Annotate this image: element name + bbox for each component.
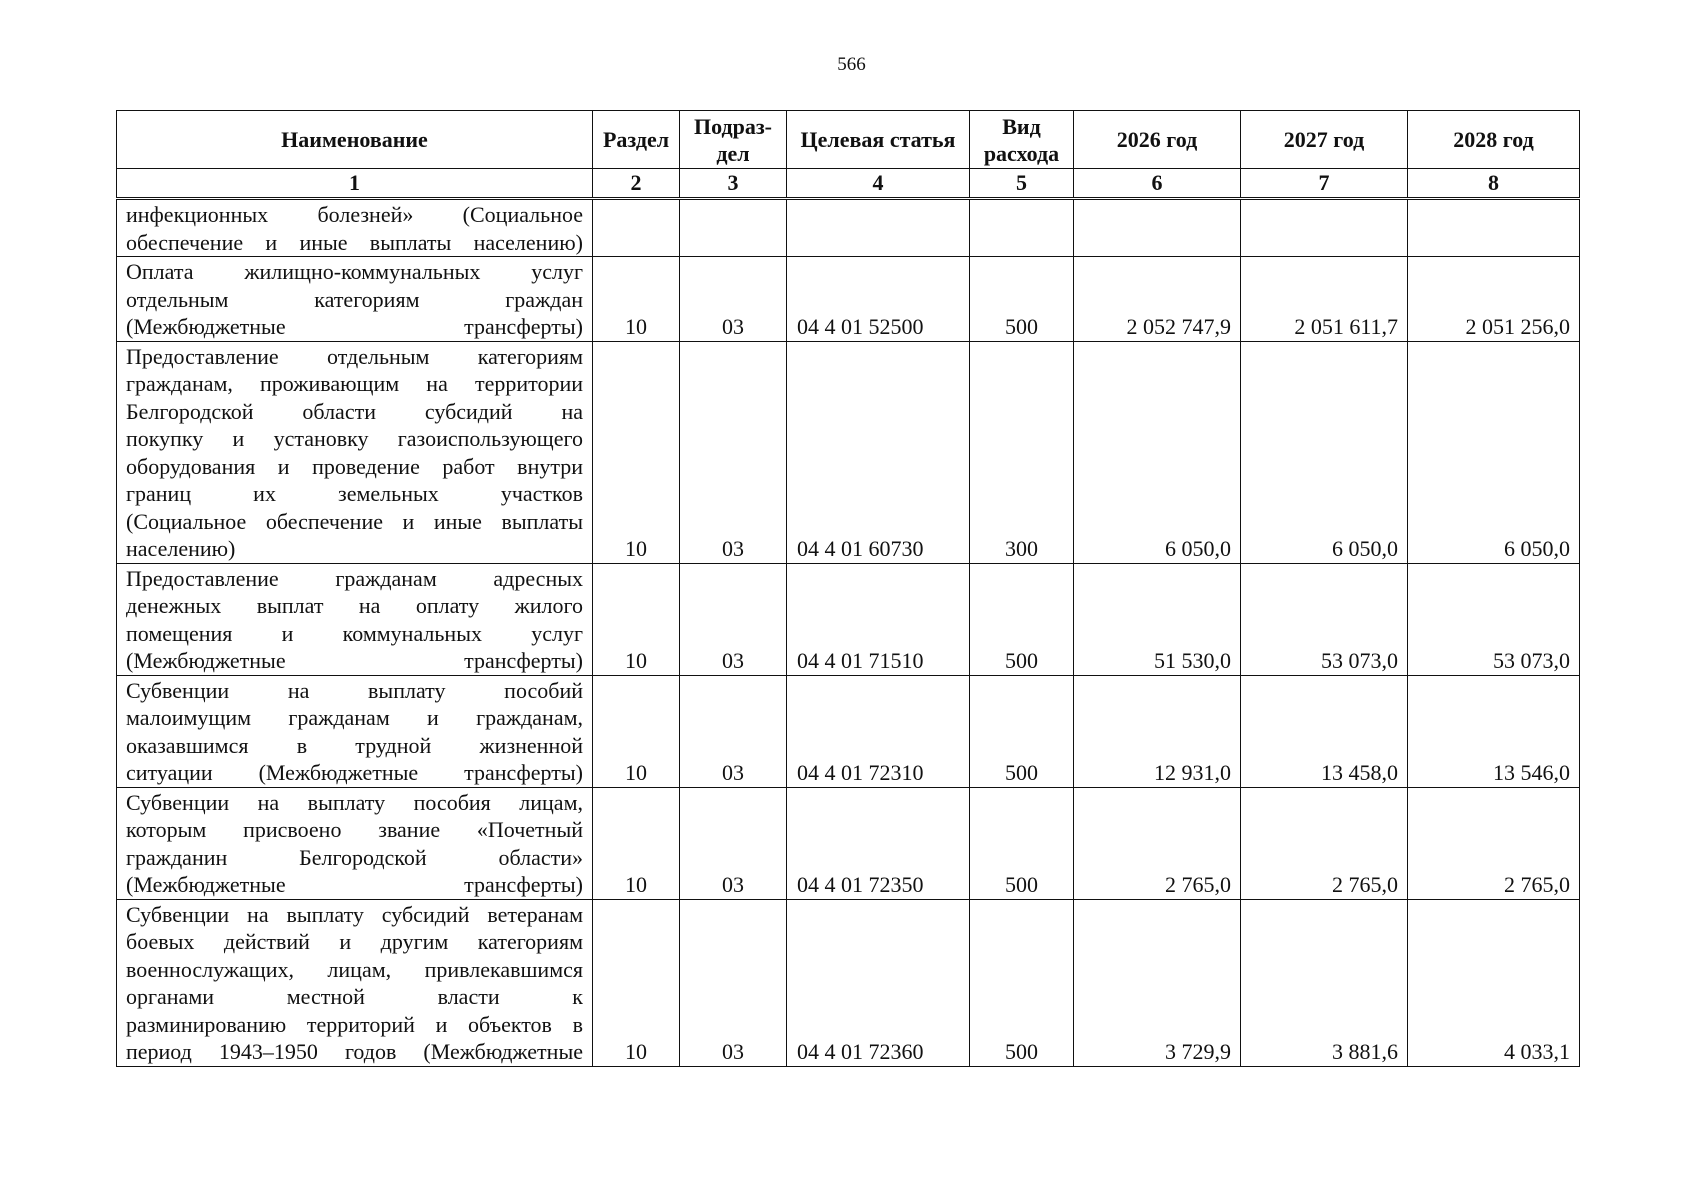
row-name-line: (Межбюджетные трансферты): [126, 872, 583, 897]
header-year-2028: 2028 год: [1408, 111, 1580, 169]
amount-2028-cell: 4 033,1: [1408, 899, 1580, 1066]
row-name-line: отдельным категориям граждан: [126, 286, 583, 312]
row-name-cell: [117, 199, 593, 257]
page-number: 566: [837, 54, 866, 75]
row-name-line: Белгородской области субсидий на: [126, 398, 583, 424]
row-name-line: Предоставление гражданам адресных: [126, 565, 583, 591]
table-row: [117, 675, 1580, 787]
section-cell: 10: [593, 257, 680, 342]
amount-2026-cell: 51 530,0: [1074, 563, 1241, 675]
amount-2028-cell: 2 051 256,0: [1408, 257, 1580, 342]
amount-2027-cell: 53 073,0: [1241, 563, 1408, 675]
row-name-line: оказавшимся в трудной жизненной: [126, 732, 583, 758]
column-number: 7: [1241, 169, 1408, 199]
row-name-line: обеспечение и иные выплаты населению): [126, 229, 583, 255]
target-article-cell: 04 4 01 60730: [787, 341, 970, 563]
row-name-line: период 1943–1950 годов (Межбюджетные: [126, 1039, 583, 1064]
section-cell: 10: [593, 563, 680, 675]
row-name-line: боевых действий и другим категориям: [126, 929, 583, 954]
subsection-cell: 03: [680, 257, 787, 342]
row-name-line: населению): [126, 536, 236, 561]
amount-2027-cell: 2 051 611,7: [1241, 257, 1408, 342]
section-cell: 10: [593, 899, 680, 1066]
row-name-line: военнослужащих, лицам, привлекавшимся: [126, 956, 583, 982]
row-name-line: (Социальное обеспечение и иные выплаты: [126, 508, 583, 534]
row-name-cell: [117, 563, 593, 675]
amount-2027-cell: 3 881,6: [1241, 899, 1408, 1066]
section-cell: 10: [593, 787, 680, 899]
amount-2027-cell: 6 050,0: [1241, 341, 1408, 563]
row-name-line: денежных выплат на оплату жилого: [126, 593, 583, 618]
row-name-line: органами местной власти к: [126, 984, 583, 1009]
expense-type-cell: 500: [970, 787, 1074, 899]
table-row: [117, 899, 1580, 1066]
amount-2026-cell: 6 050,0: [1074, 341, 1241, 563]
header-section: Раздел: [593, 111, 680, 169]
expense-type-cell: 500: [970, 675, 1074, 787]
row-name-line: покупку и установку газоиспользующего: [126, 426, 583, 451]
header-year-2026: 2026 год: [1074, 111, 1241, 169]
amount-2028-cell: 53 073,0: [1408, 563, 1580, 675]
subsection-cell: 03: [680, 341, 787, 563]
row-name-cell: [117, 787, 593, 899]
amount-2026-cell: 12 931,0: [1074, 675, 1241, 787]
column-number: 4: [787, 169, 970, 199]
header-target: Целевая статья: [787, 111, 970, 169]
column-number: 5: [970, 169, 1074, 199]
column-number: 2: [593, 169, 680, 199]
row-name-line: ситуации (Межбюджетные трансферты): [126, 760, 583, 785]
header-subsection: [680, 111, 787, 169]
expense-type-cell: 500: [970, 899, 1074, 1066]
amount-2027-cell: 2 765,0: [1241, 787, 1408, 899]
target-article-cell: 04 4 01 72310: [787, 675, 970, 787]
row-name-line: Субвенции на выплату пособия лицам,: [126, 789, 583, 815]
header-row: [117, 111, 1580, 169]
subsection-cell: 03: [680, 787, 787, 899]
row-name-cell: [117, 257, 593, 342]
subsection-cell: 03: [680, 899, 787, 1066]
subsection-cell: [680, 199, 787, 257]
amount-2027-cell: [1241, 199, 1408, 257]
amount-2026-cell: 2 052 747,9: [1074, 257, 1241, 342]
table-row: [117, 257, 1580, 342]
column-number: 1: [117, 169, 593, 199]
header-name: Наименование: [117, 111, 593, 169]
row-name-cell: [117, 899, 593, 1066]
amount-2028-cell: 2 765,0: [1408, 787, 1580, 899]
target-article-cell: 04 4 01 72360: [787, 899, 970, 1066]
amount-2026-cell: 2 765,0: [1074, 787, 1241, 899]
amount-2028-cell: 13 546,0: [1408, 675, 1580, 787]
header-expense-type: Вид расхода: [970, 111, 1074, 169]
header-year-2027: 2027 год: [1241, 111, 1408, 169]
amount-2027-cell: 13 458,0: [1241, 675, 1408, 787]
target-article-cell: 04 4 01 52500: [787, 257, 970, 342]
section-cell: 10: [593, 341, 680, 563]
row-name-line: (Межбюджетные трансферты): [126, 648, 583, 673]
target-article-cell: [787, 199, 970, 257]
column-number-row: [117, 169, 1580, 199]
table-row: [117, 199, 1580, 257]
amount-2026-cell: [1074, 199, 1241, 257]
expense-type-cell: 500: [970, 257, 1074, 342]
row-name-line: гражданин Белгородской области»: [126, 844, 583, 870]
row-name-line: малоимущим гражданам и гражданам,: [126, 705, 583, 730]
expense-type-cell: 300: [970, 341, 1074, 563]
row-name-cell: [117, 341, 593, 563]
column-number: 8: [1408, 169, 1580, 199]
amount-2028-cell: [1408, 199, 1580, 257]
row-name-line: инфекционных болезней» (Социальное: [126, 202, 583, 227]
subsection-cell: 03: [680, 675, 787, 787]
row-name-line: оборудования и проведение работ внутри: [126, 453, 583, 479]
amount-2028-cell: 6 050,0: [1408, 341, 1580, 563]
expense-type-cell: [970, 199, 1074, 257]
table-row: [117, 563, 1580, 675]
table-body: [117, 199, 1580, 1067]
row-name-line: Субвенции на выплату субсидий ветеранам: [126, 901, 583, 927]
row-name-line: (Межбюджетные трансферты): [126, 314, 583, 339]
target-article-cell: 04 4 01 71510: [787, 563, 970, 675]
row-name-line: помещения и коммунальных услуг: [126, 620, 583, 646]
subsection-cell: 03: [680, 563, 787, 675]
budget-table: [116, 110, 1580, 1067]
header-subsection-text: Подраз-дел: [694, 113, 773, 166]
row-name-line: Предоставление отдельным категориям: [126, 343, 583, 369]
column-number: 3: [680, 169, 787, 199]
row-name-line: границ их земельных участков: [126, 481, 583, 506]
row-name-line: Оплата жилищно-коммунальных услуг: [126, 259, 583, 284]
row-name-line: которым присвоено звание «Почетный: [126, 817, 583, 842]
section-cell: [593, 199, 680, 257]
row-name-cell: [117, 675, 593, 787]
target-article-cell: 04 4 01 72350: [787, 787, 970, 899]
row-name-line: гражданам, проживающим на территории: [126, 371, 583, 396]
row-name-line: Субвенции на выплату пособий: [126, 677, 583, 703]
table-row: [117, 341, 1580, 563]
column-number: 6: [1074, 169, 1241, 199]
section-cell: 10: [593, 675, 680, 787]
amount-2026-cell: 3 729,9: [1074, 899, 1241, 1066]
expense-type-cell: 500: [970, 563, 1074, 675]
table-row: [117, 787, 1580, 899]
row-name-line: разминированию территорий и объектов в: [126, 1011, 583, 1037]
